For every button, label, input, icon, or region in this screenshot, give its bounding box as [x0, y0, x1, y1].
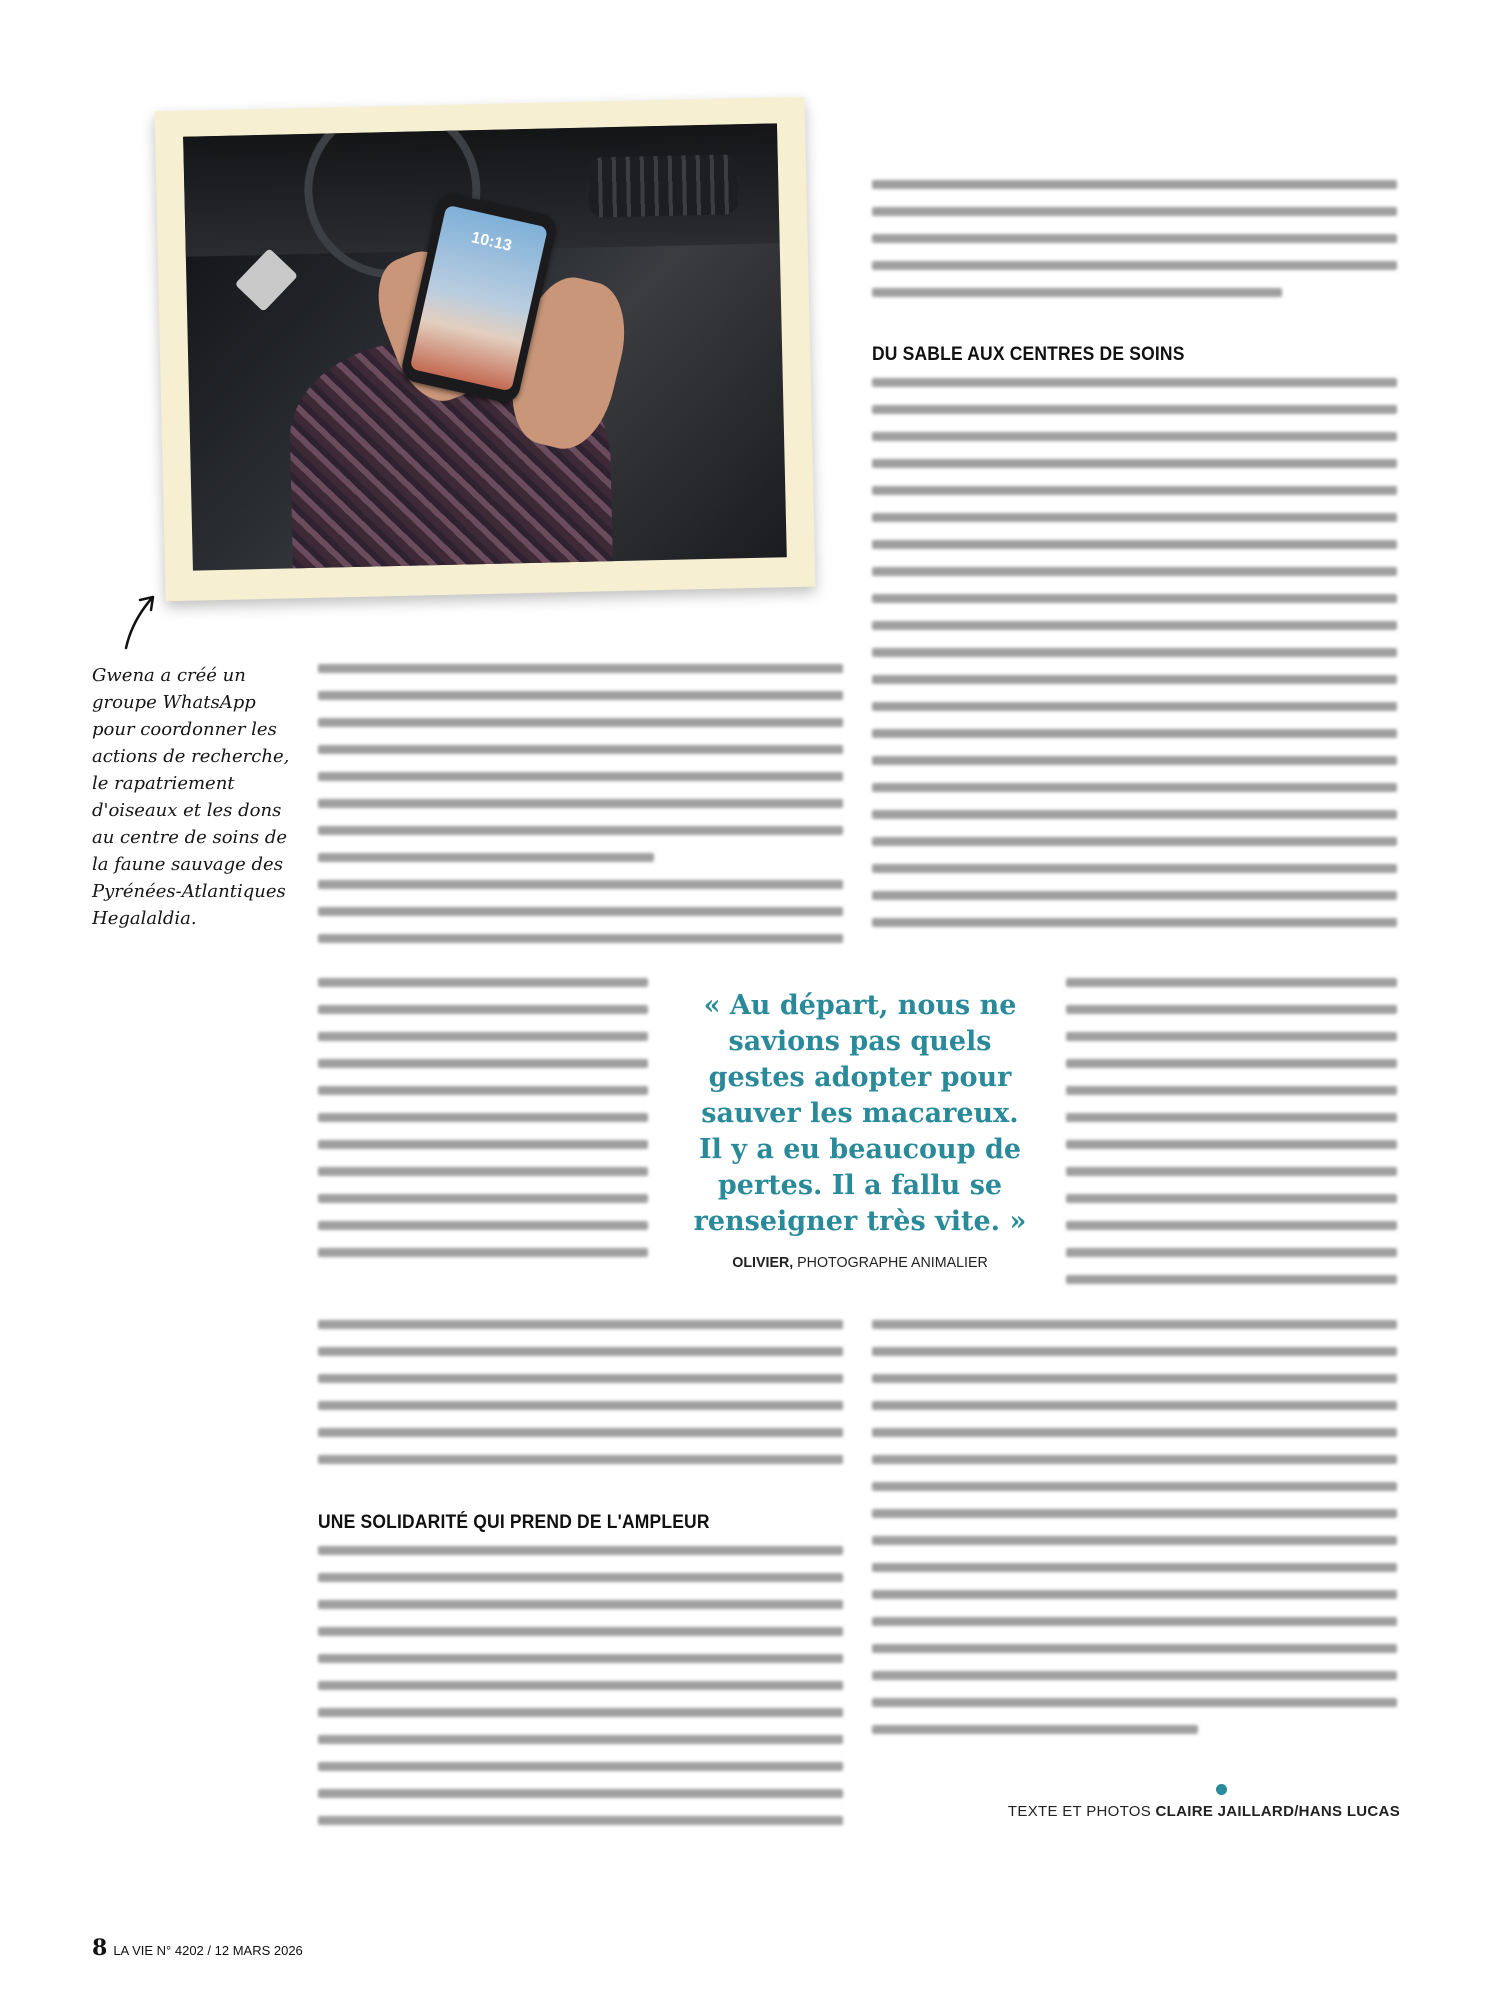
end-mark [1216, 1784, 1227, 1795]
blurred-text-left-narrow [318, 978, 648, 1275]
page-footer [92, 1935, 303, 1961]
photo-caption: Gwena a créé un groupe WhatsApp pour coordonner les actions de recherche, le rapatriement d'oiseaux et les dons au centre de soins de la faune sauvage des Pyrénées-Atlantiques Hegalaldia. [92, 665, 290, 929]
quote-author: OLIVIER, [732, 1254, 794, 1271]
section-heading-2: UNE SOLIDARITÉ QUI PREND DE L'AMPLEUR [318, 1512, 710, 1533]
section-heading-1: DU SABLE AUX CENTRES DE SOINS [872, 344, 1185, 365]
blurred-text-left-bottom [318, 1320, 843, 1482]
blurred-text-right-narrow [1066, 978, 1397, 1302]
blurred-text-right-middle [872, 378, 1397, 945]
blurred-text-left-last [318, 1546, 843, 1843]
issue-info: LA VIE N° 4202 / 12 MARS 2026 [113, 1943, 303, 1958]
air-vent [588, 154, 739, 217]
photo-frame [155, 97, 816, 602]
photo-phone-in-car [183, 123, 787, 570]
phone-time: 10:13 [469, 229, 514, 255]
car-logo [235, 248, 298, 312]
pull-quote: « Au départ, nous ne savions pas quels gestes adopter pour sauver les macareux. Il y a eu beaucoup de pertes. Il a fallu se renseigner très vite. » [693, 990, 1027, 1237]
arrow-up-icon [120, 592, 160, 652]
blurred-text-right-bottom [872, 1320, 1397, 1752]
quote-author-role: PHOTOGRAPHE ANIMALIER [797, 1254, 988, 1271]
credit-names: CLAIRE JAILLARD/HANS LUCAS [1155, 1803, 1400, 1820]
pull-quote-attribution [699, 1254, 1022, 1271]
blurred-text-left-top [318, 664, 843, 961]
credit-prefix: TEXTE ET PHOTOS [1007, 1803, 1152, 1820]
page-number: 8 [92, 1935, 108, 1961]
photo-credit [960, 1803, 1400, 1820]
blurred-text-right-top [872, 180, 1397, 315]
